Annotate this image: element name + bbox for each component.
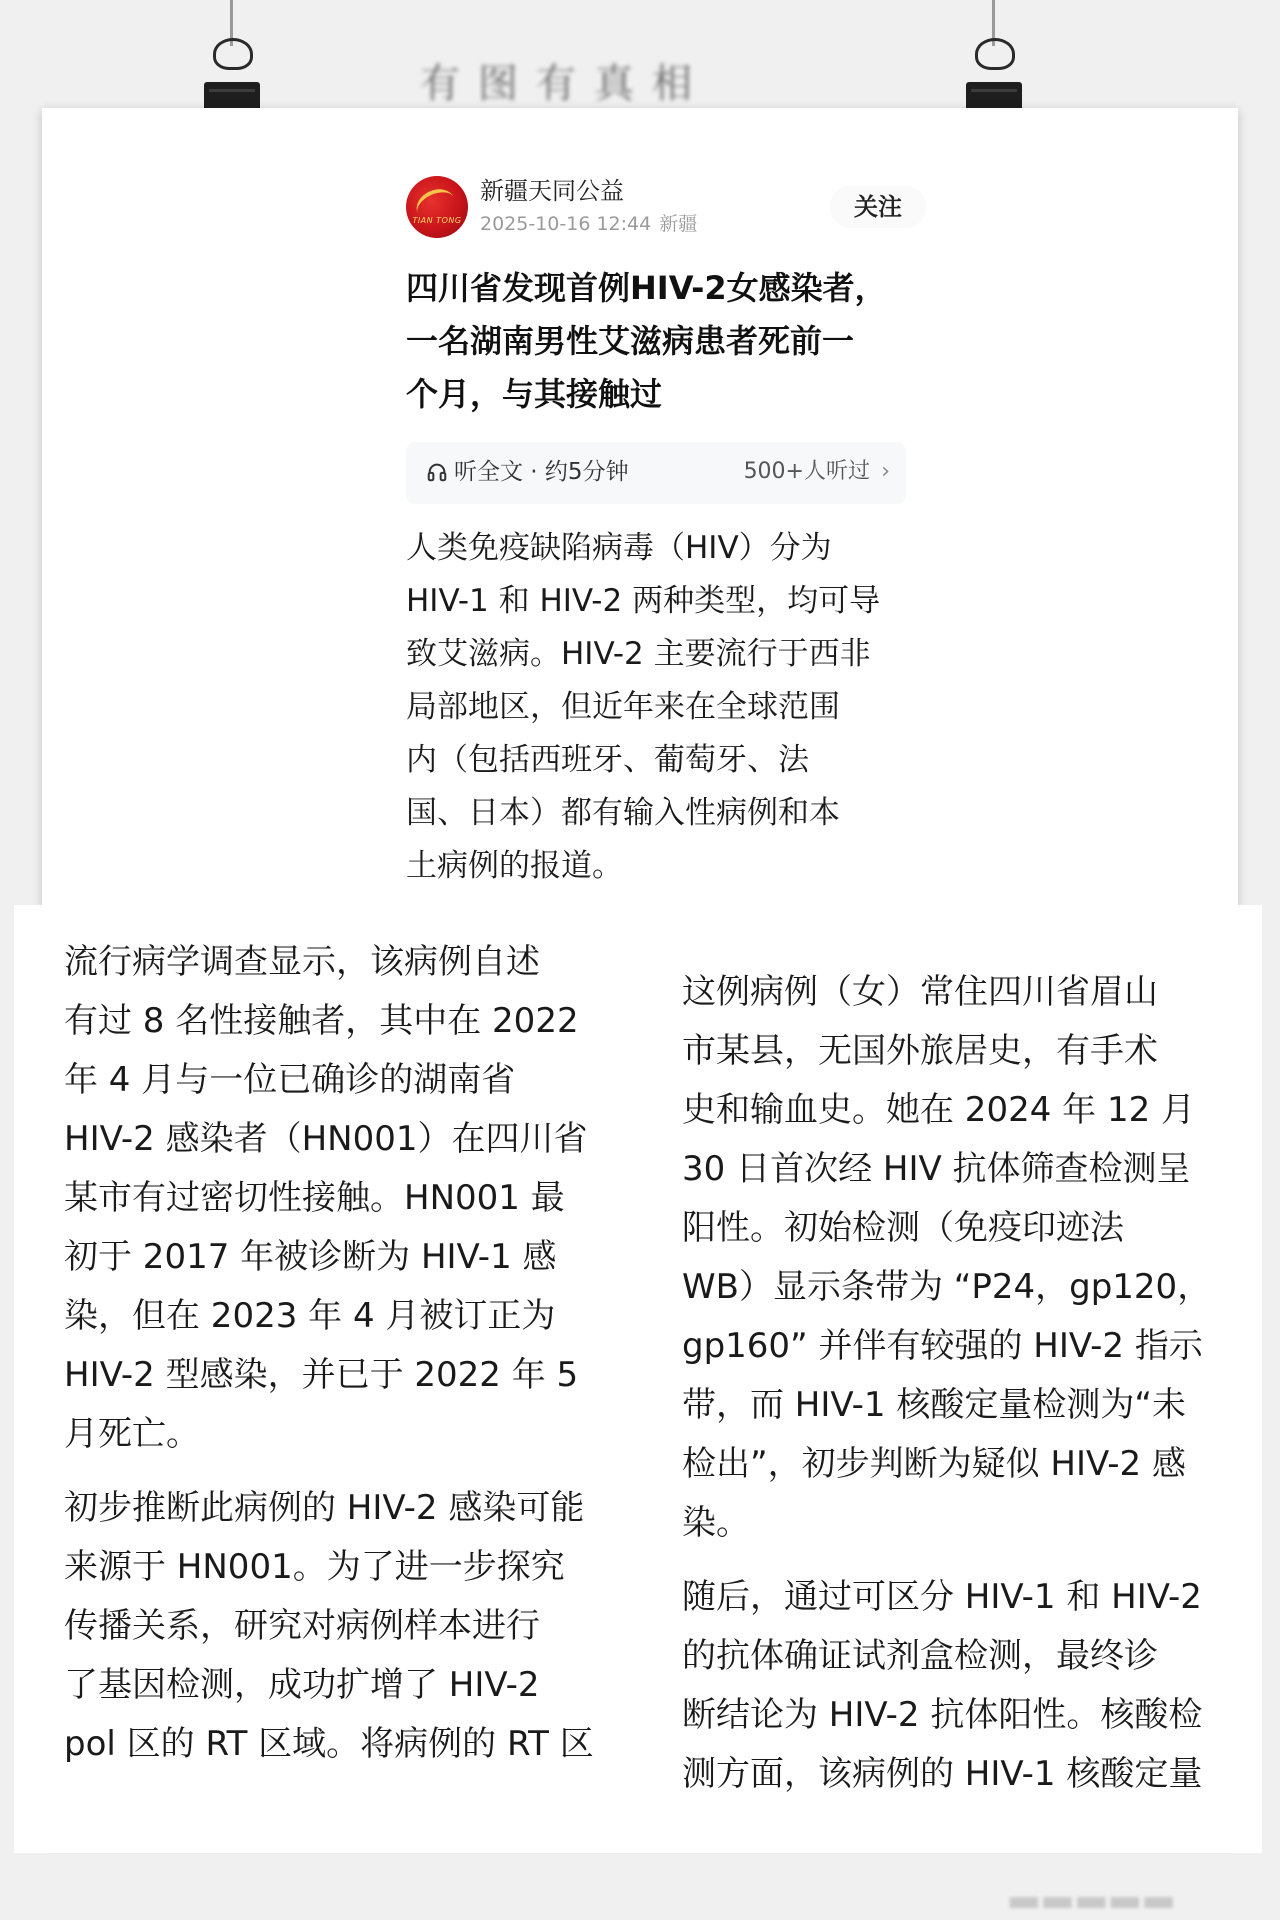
excerpt-line: 染，但在 2023 年 4 月被订正为 <box>64 1296 556 1336</box>
title-line: 个月，与其接触过 <box>406 375 663 413</box>
excerpt-left-column <box>64 933 644 1789</box>
excerpt-line: 初步推断此病例的 HIV-2 感染可能 <box>64 1488 585 1528</box>
follow-button[interactable]: 关注 <box>830 186 926 228</box>
intro-line: 致艾滋病。HIV-2 主要流行于西非 <box>406 636 871 672</box>
avatar-brand-text: TIAN TONG <box>412 216 462 225</box>
excerpt-paragraph <box>64 1479 644 1774</box>
intro-paragraph <box>406 522 926 893</box>
excerpt-paragraph <box>682 963 1242 1553</box>
post-header <box>406 174 926 244</box>
excerpt-line: gp160” 并伴有较强的 HIV-2 指示 <box>682 1326 1203 1366</box>
excerpt-line: 月死亡。 <box>64 1414 200 1454</box>
article-title <box>406 262 926 421</box>
intro-line: 局部地区，但近年来在全球范围 <box>406 689 840 725</box>
intro-line: 国、日本）都有输入性病例和本 <box>406 795 840 831</box>
excerpt-line: 流行病学调查显示，该病例自述 <box>64 942 540 982</box>
excerpt-line: 初于 2017 年被诊断为 HIV-1 感 <box>64 1237 557 1277</box>
excerpt-line: 染。 <box>682 1503 750 1543</box>
cropped-header-text: 有图有真相 <box>420 61 710 107</box>
post-meta <box>480 212 697 236</box>
title-line: 一名湖南男性艾滋病患者死前一 <box>406 322 855 360</box>
excerpt-line: 随后，通过可区分 HIV-1 和 HIV-2 <box>682 1577 1202 1617</box>
listen-label: 听全文 · 约5分钟 <box>454 459 629 485</box>
cropped-footer-text: ▂▂▂▂▂ <box>1010 1867 1179 1908</box>
excerpt-line: 年 4 月与一位已确诊的湖南省 <box>64 1060 516 1100</box>
chevron-right-icon: › <box>881 459 890 484</box>
excerpt-line: 检出”，初步判断为疑似 HIV-2 感 <box>682 1444 1186 1484</box>
excerpt-line: 史和输血史。她在 2024 年 12 月 <box>682 1090 1196 1130</box>
excerpt-line: HIV-2 感染者（HN001）在四川省 <box>64 1119 588 1159</box>
post-location: 新疆 <box>659 213 698 235</box>
author-name[interactable]: 新疆天同公益 <box>480 177 624 205</box>
excerpt-line: 某市有过密切性接触。HN001 最 <box>64 1178 565 1218</box>
intro-line: 人类免疫缺陷病毒（HIV）分为 <box>406 530 832 566</box>
excerpt-line: 30 日首次经 HIV 抗体筛查检测呈 <box>682 1149 1191 1189</box>
excerpt-line: 了基因检测，成功扩增了 HIV-2 <box>64 1665 540 1705</box>
excerpt-paragraph <box>682 1568 1242 1804</box>
excerpt-paragraph <box>64 933 644 1464</box>
avatar[interactable] <box>406 176 468 238</box>
excerpt-line: 测方面，该病例的 HIV-1 核酸定量 <box>682 1754 1203 1794</box>
title-line: 四川省发现首例HIV-2女感染者， <box>406 269 887 307</box>
excerpt-line: 断结论为 HIV-2 抗体阳性。核酸检 <box>682 1695 1203 1735</box>
article-excerpt-panel <box>14 905 1262 1853</box>
excerpt-line: 这例病例（女）常住四川省眉山 <box>682 972 1158 1012</box>
excerpt-line: 来源于 HN001。为了进一步探究 <box>64 1547 565 1587</box>
excerpt-line: 市某县，无国外旅居史，有手术 <box>682 1031 1158 1071</box>
post-timestamp: 2025-10-16 12:44 <box>480 213 652 235</box>
excerpt-line: 的抗体确证试剂盒检测，最终诊 <box>682 1636 1158 1676</box>
intro-line: HIV-1 和 HIV-2 两种类型，均可导 <box>406 583 881 619</box>
listen-bar[interactable] <box>406 442 906 504</box>
excerpt-line: WB）显示条带为 “P24，gp120， <box>682 1267 1212 1307</box>
excerpt-line: HIV-2 型感染，并已于 2022 年 5 <box>64 1355 579 1395</box>
excerpt-line: 带，而 HIV-1 核酸定量检测为“未 <box>682 1385 1186 1425</box>
excerpt-line: 阳性。初始检测（免疫印迹法 <box>682 1208 1124 1248</box>
excerpt-line: 有过 8 名性接触者，其中在 2022 <box>64 1001 579 1041</box>
excerpt-line: pol 区的 RT 区域。将病例的 RT 区 <box>64 1724 594 1764</box>
intro-line: 内（包括西班牙、葡萄牙、法 <box>406 742 809 778</box>
excerpt-line: 传播关系，研究对病例样本进行 <box>64 1606 540 1646</box>
intro-line: 土病例的报道。 <box>406 848 623 884</box>
listen-count: 500+人听过 <box>743 459 870 484</box>
headphones-icon <box>426 461 448 483</box>
excerpt-right-column <box>682 963 1242 1819</box>
